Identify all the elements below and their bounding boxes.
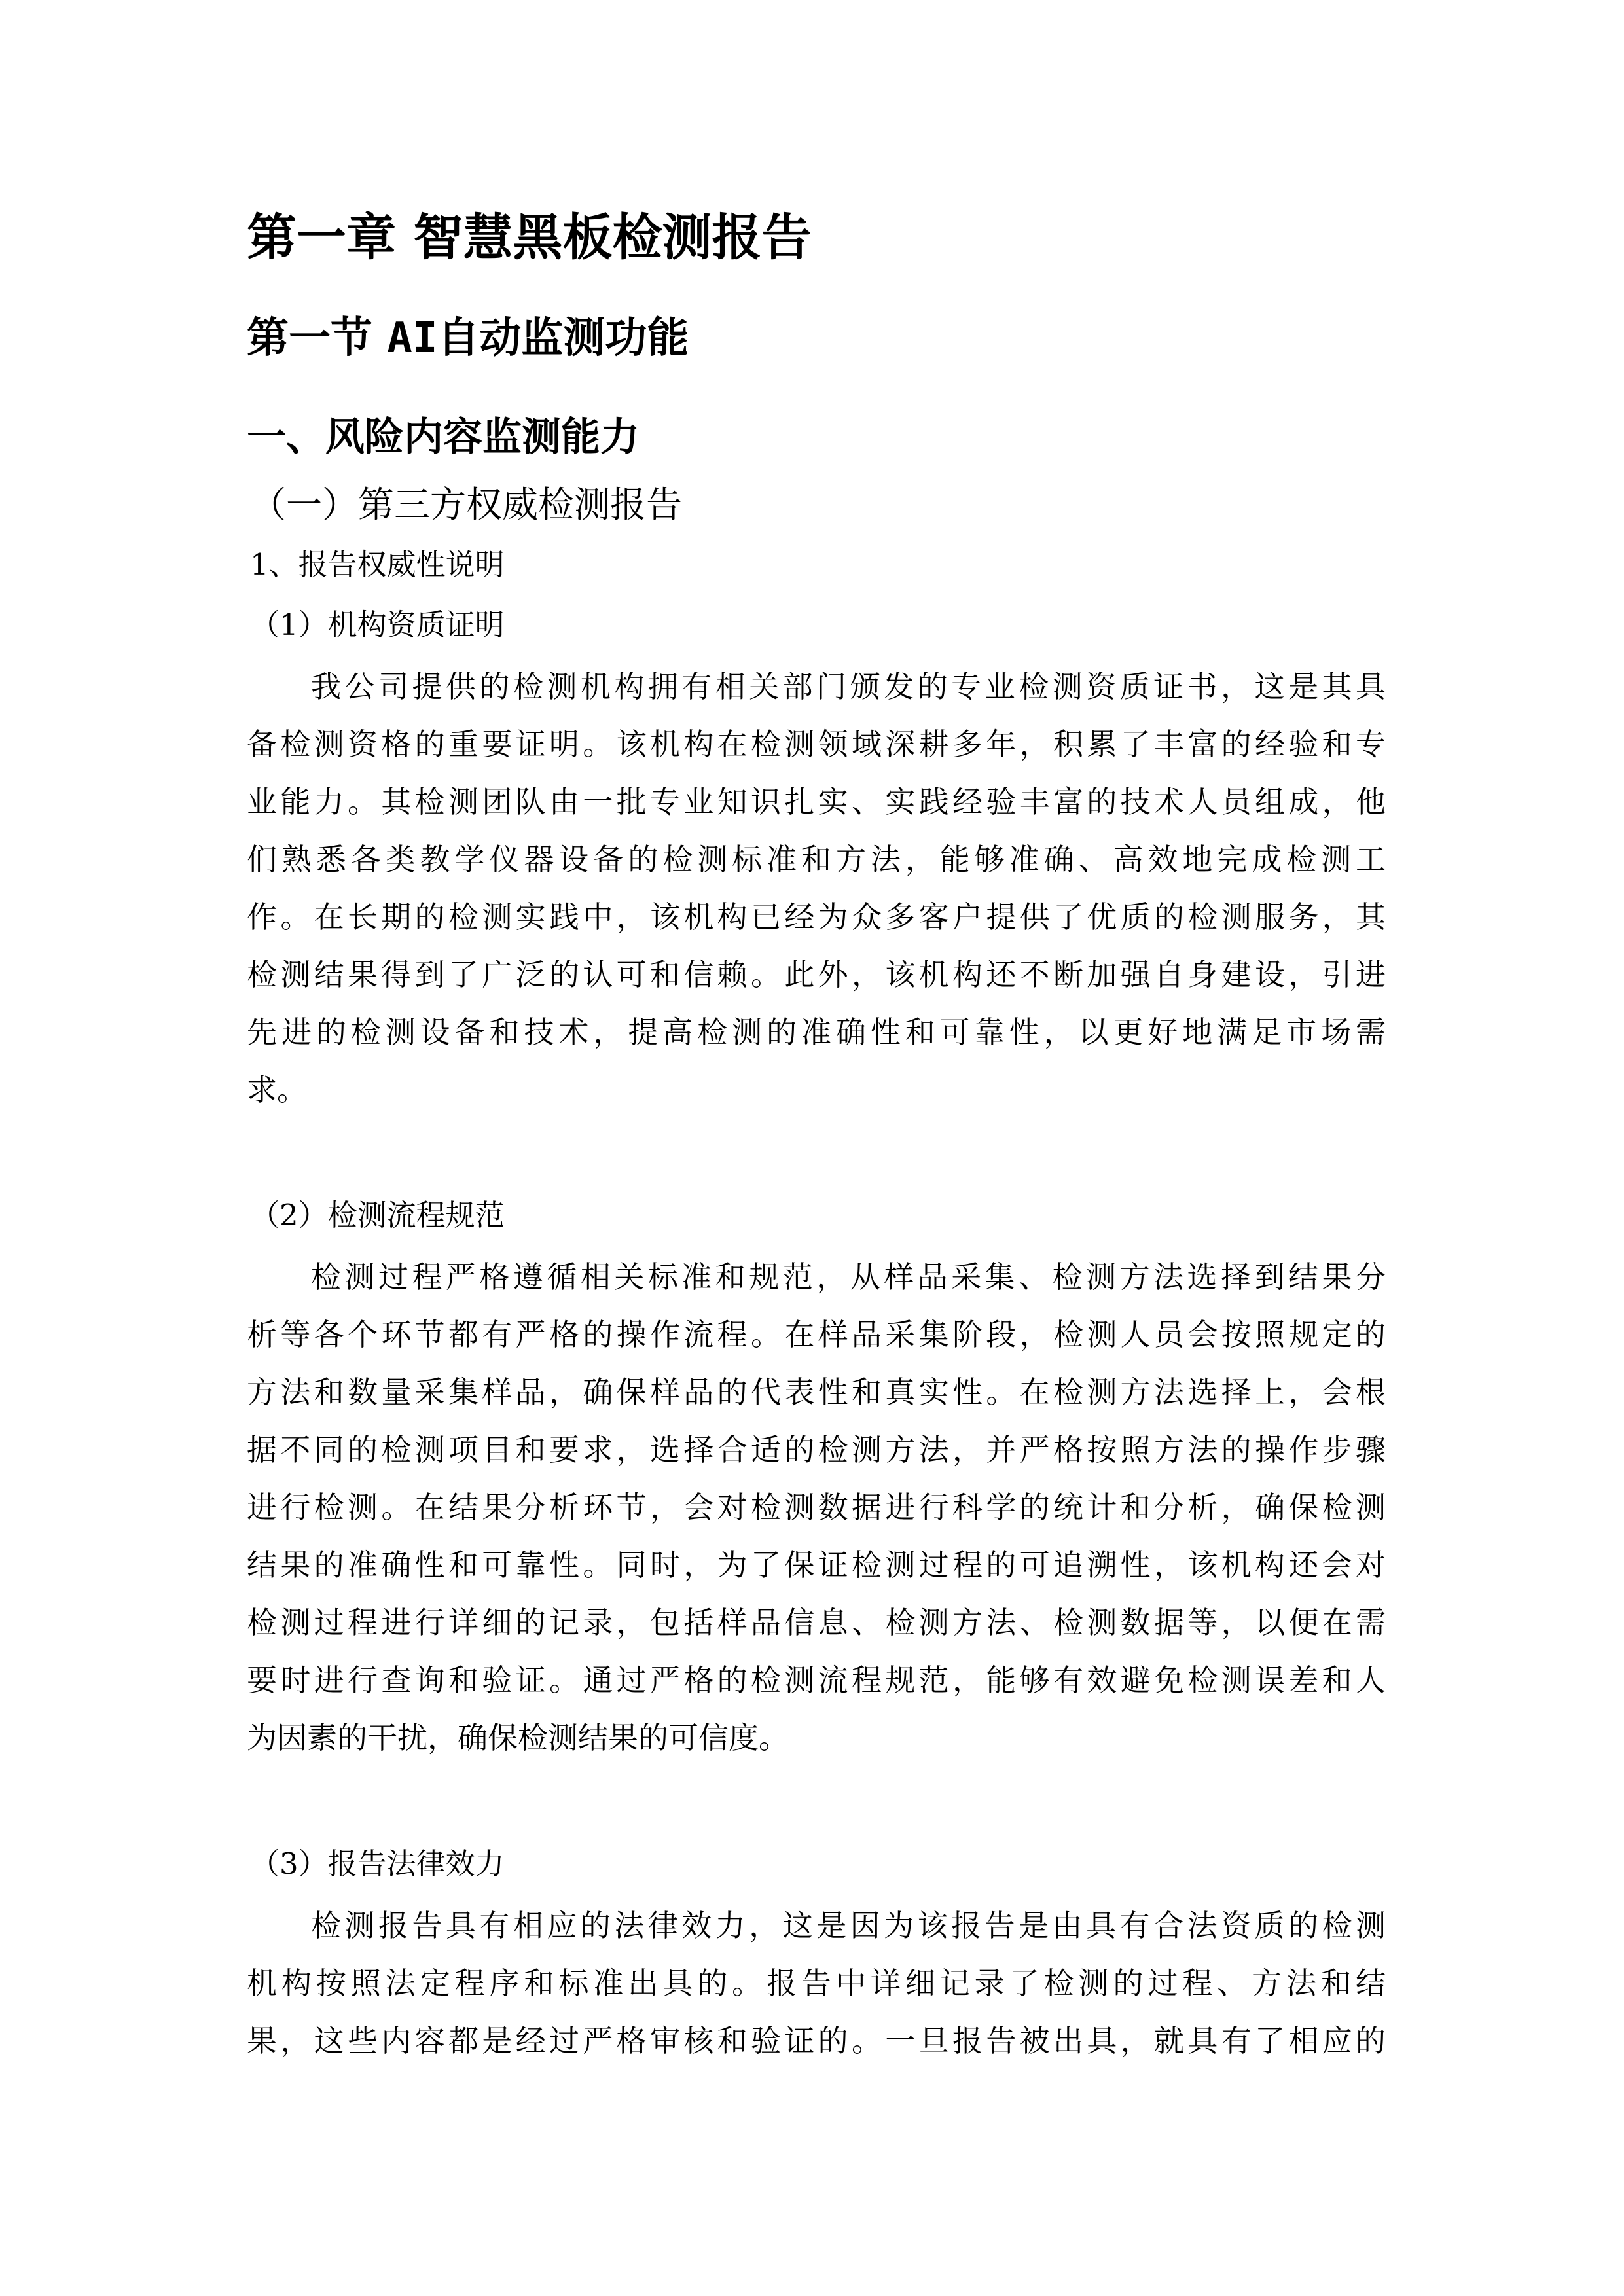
paragraph-line: 业能力。其检测团队由一批专业知识扎实、实践经验丰富的技术人员组成，他 [247, 784, 1386, 819]
section-title-latin: AI [387, 314, 438, 363]
paragraph-line: 结果的准确性和可靠性。同时，为了保证检测过程的可追溯性，该机构还会对 [247, 1547, 1386, 1583]
chapter-title: 第一章 智慧黑板检测报告 [247, 208, 812, 266]
paragraph-line: 先进的检测设备和技术，提高检测的准确性和可靠性，以更好地满足市场需 [247, 1014, 1386, 1050]
paragraph-line: 检测过程严格遵循相关标准和规范，从样品采集、检测方法选择到结果分 [311, 1259, 1386, 1295]
sub-item-heading: （3）报告法律效力 [250, 1846, 505, 1881]
paragraph-line: 据不同的检测项目和要求，选择合适的检测方法，并严格按照方法的操作步骤 [247, 1432, 1386, 1467]
item-title: 1、报告权威性说明 [250, 547, 505, 582]
paragraph-line: 们熟悉各类教学仪器设备的检测标准和方法，能够准确、高效地完成检测工 [247, 842, 1386, 877]
paragraph-line: 方法和数量采集样品，确保样品的代表性和真实性。在检测方法选择上，会根 [247, 1374, 1386, 1410]
paragraph-line: 要时进行查询和验证。通过严格的检测流程规范，能够有效避免检测误差和人 [247, 1662, 1386, 1698]
paragraph-line: 备检测资格的重要证明。该机构在检测领域深耕多年，积累了丰富的经验和专 [247, 726, 1386, 762]
paragraph [247, 1897, 1386, 2070]
paragraph-line: 进行检测。在结果分析环节，会对检测数据进行科学的统计和分析，确保检测 [247, 1490, 1386, 1525]
paragraph-line: 机构按照法定程序和标准出具的。报告中详细记录了检测的过程、方法和结 [247, 1965, 1386, 2001]
paragraph-line: 检测结果得到了广泛的认可和信赖。此外，该机构还不断加强自身建设，引进 [247, 957, 1386, 992]
sub-subsection-title: （一）第三方权威检测报告 [250, 484, 683, 526]
sub-item-heading: （2）检测流程规范 [250, 1198, 505, 1232]
sub-item-heading: （1）机构资质证明 [250, 607, 505, 642]
paragraph-line: 为因素的干扰，确保检测结果的可信度。 [247, 1720, 789, 1755]
section-title-prefix: 第一节 [247, 314, 388, 363]
paragraph-line: 求。 [247, 1072, 307, 1107]
paragraph-line: 作。在长期的检测实践中，该机构已经为众多客户提供了优质的检测服务，其 [247, 899, 1386, 935]
paragraph-line: 检测报告具有相应的法律效力，这是因为该报告是由具有合法资质的检测 [311, 1908, 1386, 1943]
paragraph-line: 析等各个环节都有严格的操作流程。在样品采集阶段，检测人员会按照规定的 [247, 1317, 1386, 1352]
paragraph-line: 果，这些内容都是经过严格审核和验证的。一旦报告被出具，就具有了相应的 [247, 2023, 1386, 2058]
paragraph [247, 658, 1386, 1119]
paragraph [247, 1248, 1386, 1767]
section-title-suffix: 自动监测功能 [437, 314, 689, 363]
section-title [247, 312, 689, 365]
paragraph-line: 检测过程进行详细的记录，包括样品信息、检测方法、检测数据等，以便在需 [247, 1605, 1386, 1640]
subsection-title: 一、风险内容监测能力 [247, 414, 640, 460]
paragraph-line: 我公司提供的检测机构拥有相关部门颁发的专业检测资质证书，这是其具 [311, 669, 1386, 704]
